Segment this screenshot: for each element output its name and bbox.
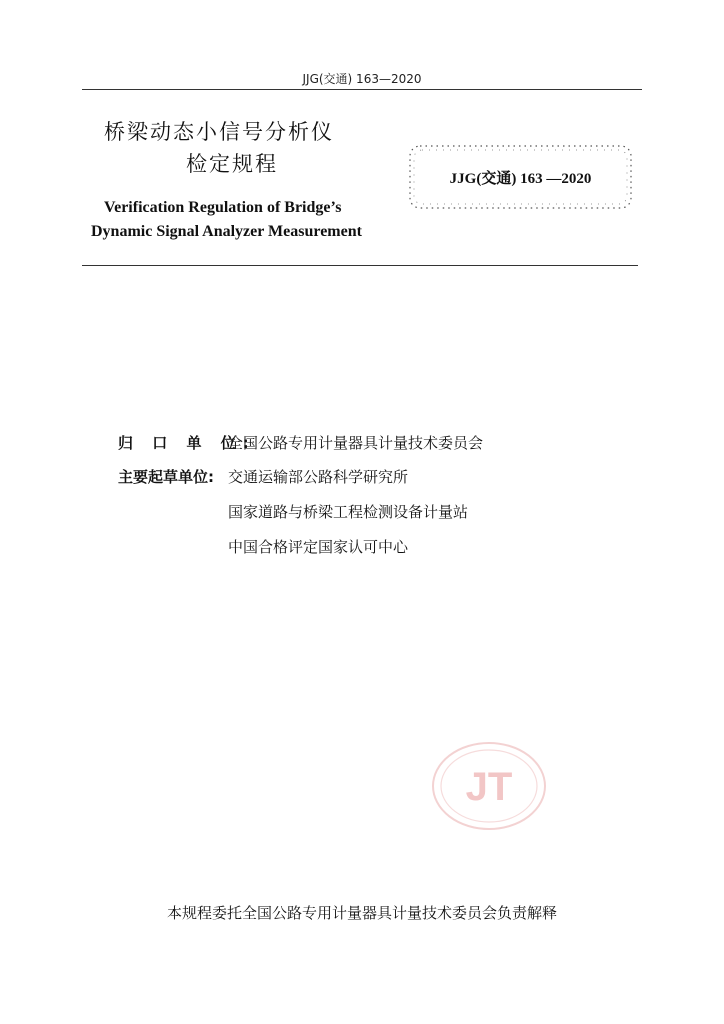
title-chinese-line-2: 检定规程: [186, 152, 278, 176]
title-english-line-1: Verification Regulation of Bridge’s: [104, 199, 342, 216]
drafting-unit-3: 中国合格评定国家认可中心: [228, 538, 409, 556]
interpretation-note: 本规程委托全国公路专用计量器具计量技术委员会负责解释: [166, 904, 557, 922]
title-chinese-line-1: 桥梁动态小信号分析仪: [104, 120, 334, 144]
drafting-unit-label: 主要起草单位:: [118, 468, 214, 486]
jt-watermark-logo: [430, 740, 548, 832]
watermark-text: JT: [465, 765, 513, 809]
responsible-unit-label: 归 口 单 位:: [118, 434, 256, 452]
header-standard-code: JJG(交通) 163—2020: [302, 72, 422, 86]
title-divider: [82, 265, 638, 266]
header-divider: [82, 89, 642, 90]
drafting-unit-2: 国家道路与桥梁工程检测设备计量站: [228, 503, 469, 521]
standard-code-box: [408, 144, 633, 210]
drafting-unit-1: 交通运输部公路科学研究所: [228, 468, 409, 486]
standard-code-box-text: JJG(交通) 163 —2020: [449, 171, 592, 187]
responsible-unit-value: 全国公路专用计量器具计量技术委员会: [228, 434, 484, 452]
title-english-line-2: Dynamic Signal Analyzer Measurement: [91, 223, 362, 240]
